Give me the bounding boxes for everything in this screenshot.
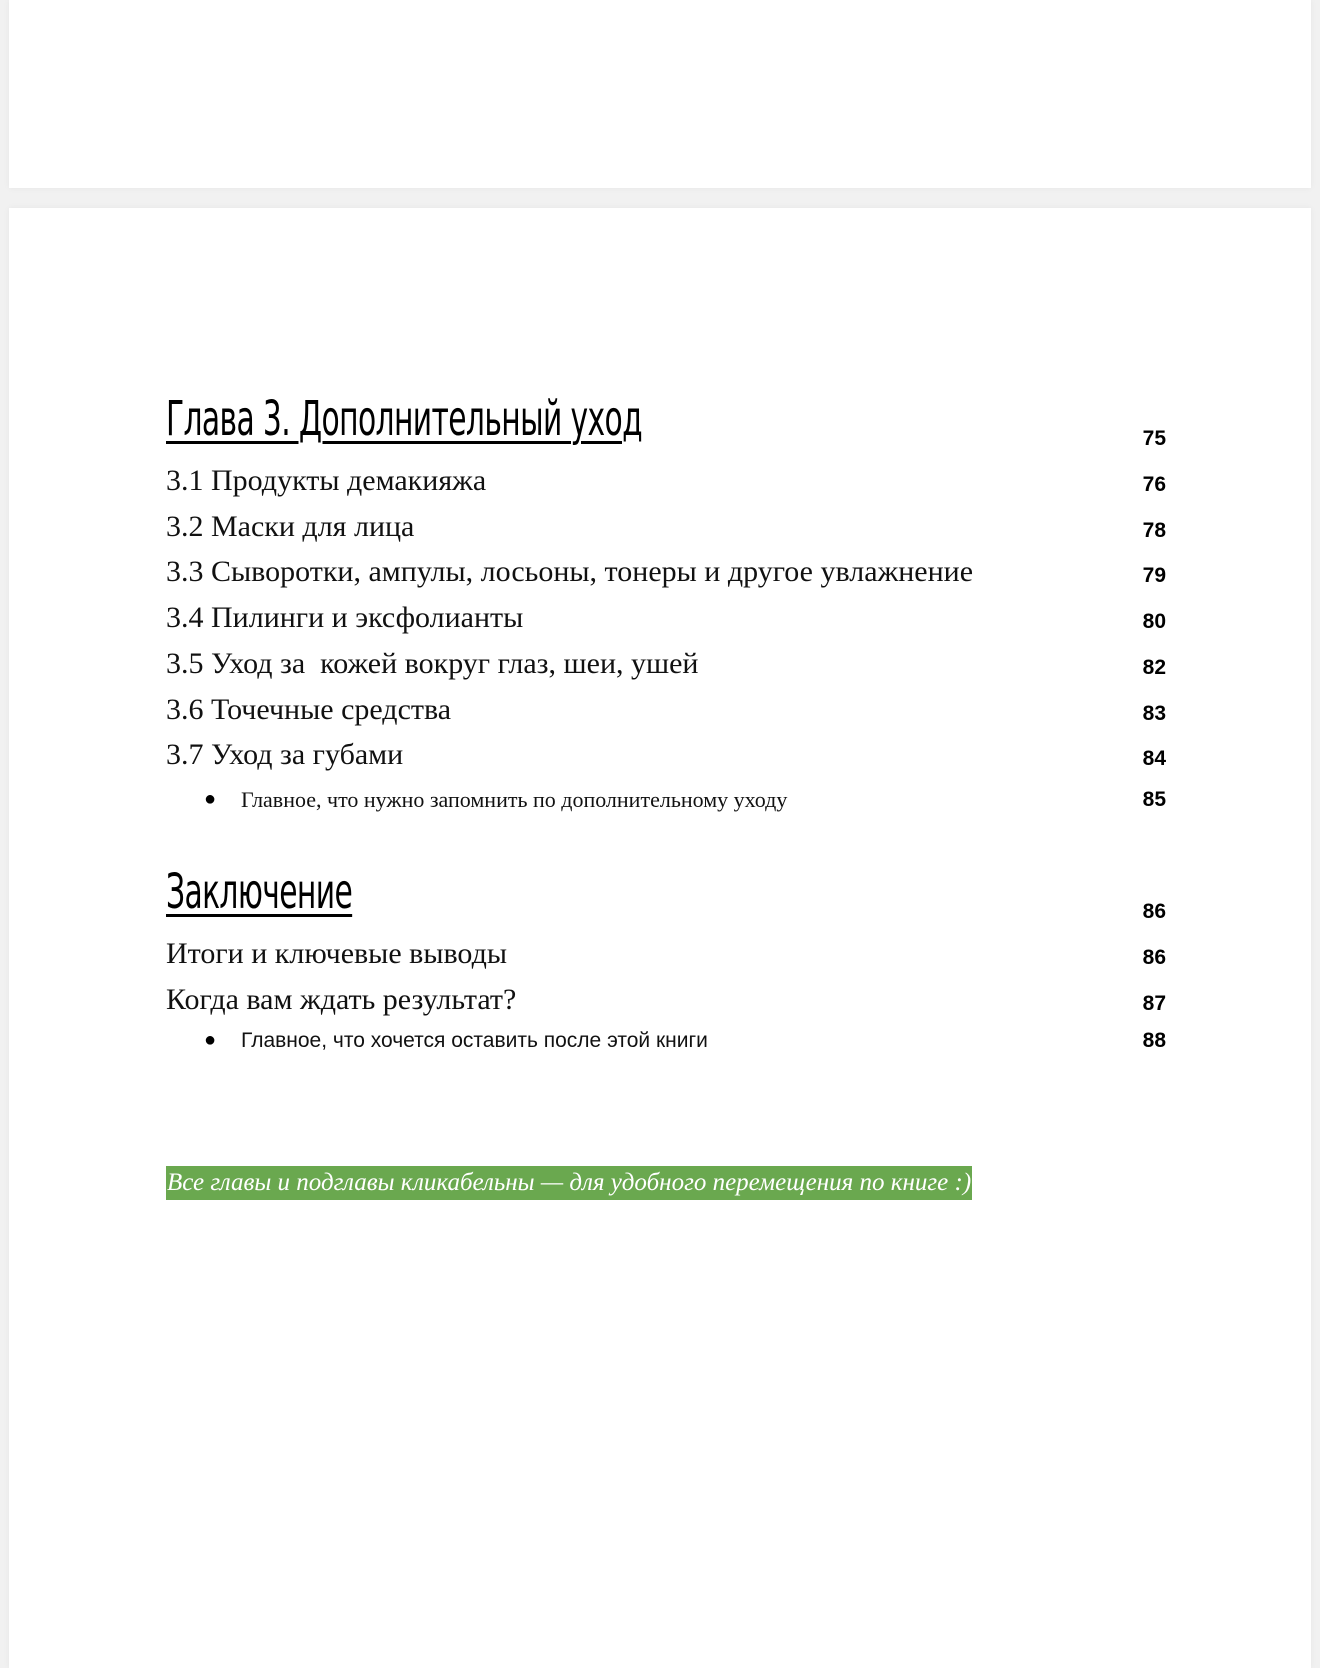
- page-number: 76: [1142, 473, 1166, 496]
- toc-conclusion[interactable]: [166, 864, 1166, 926]
- toc-section-3-5[interactable]: [166, 647, 1166, 687]
- chapter-title[interactable]: Глава 3. Дополнительный уход: [166, 391, 643, 447]
- page-number: 86: [1142, 946, 1166, 969]
- page-number: 88: [1142, 1029, 1166, 1052]
- section-title[interactable]: 3.7 Уход за губами: [166, 738, 404, 771]
- toc-section-3-3[interactable]: [166, 555, 1166, 595]
- page-number: 86: [1142, 900, 1166, 923]
- bullet-icon: ●: [204, 788, 217, 810]
- page-number: 80: [1142, 610, 1166, 633]
- section-title[interactable]: 3.2 Маски для лица: [166, 510, 415, 543]
- toc-section-3-4[interactable]: [166, 601, 1166, 641]
- section-title[interactable]: 3.3 Сыворотки, ампулы, лосьоны, тонеры и другое увлажнение: [166, 555, 974, 588]
- toc-chapter-3-summary[interactable]: [166, 785, 1166, 817]
- section-title[interactable]: Итоги и ключевые выводы: [166, 937, 507, 970]
- chapter-title[interactable]: Заключение: [166, 864, 353, 920]
- toc-conclusion-summary-results[interactable]: [166, 937, 1166, 977]
- toc-conclusion-summary[interactable]: [166, 1026, 1166, 1058]
- toc-section-3-7[interactable]: [166, 738, 1166, 778]
- clickable-note-highlight: Все главы и подглавы кликабельны — для удобного перемещения по книге :): [166, 1166, 972, 1200]
- summary-title[interactable]: Главное, что нужно запомнить по дополнительному уходу: [241, 787, 788, 812]
- page-number: 87: [1142, 992, 1166, 1015]
- toc-section-3-2[interactable]: [166, 510, 1166, 550]
- page-number: 84: [1142, 747, 1166, 770]
- toc-chapter-3[interactable]: [166, 391, 1166, 453]
- toc-section-3-6[interactable]: [166, 693, 1166, 733]
- section-title[interactable]: 3.6 Точечные средства: [166, 693, 452, 726]
- section-title[interactable]: Когда вам ждать результат?: [166, 983, 517, 1016]
- toc-conclusion-when-results[interactable]: [166, 983, 1166, 1023]
- page-number: 85: [1142, 788, 1166, 811]
- section-title[interactable]: 3.1 Продукты демакияжа: [166, 464, 487, 497]
- summary-title[interactable]: Главное, что хочется оставить после этой книги: [241, 1029, 708, 1052]
- page-number: 79: [1142, 564, 1166, 587]
- previous-page: [9, 0, 1311, 188]
- document-page: [9, 208, 1311, 1668]
- page-number: 82: [1142, 656, 1166, 679]
- toc-section-3-1[interactable]: [166, 464, 1166, 504]
- section-title[interactable]: 3.4 Пилинги и эксфолианты: [166, 601, 524, 634]
- page-number: 83: [1142, 702, 1166, 725]
- section-title[interactable]: 3.5 Уход за кожей вокруг глаз, шеи, ушей: [166, 647, 699, 680]
- bullet-icon: ●: [204, 1029, 217, 1051]
- page-number: 78: [1142, 519, 1166, 542]
- page-number: 75: [1142, 427, 1166, 450]
